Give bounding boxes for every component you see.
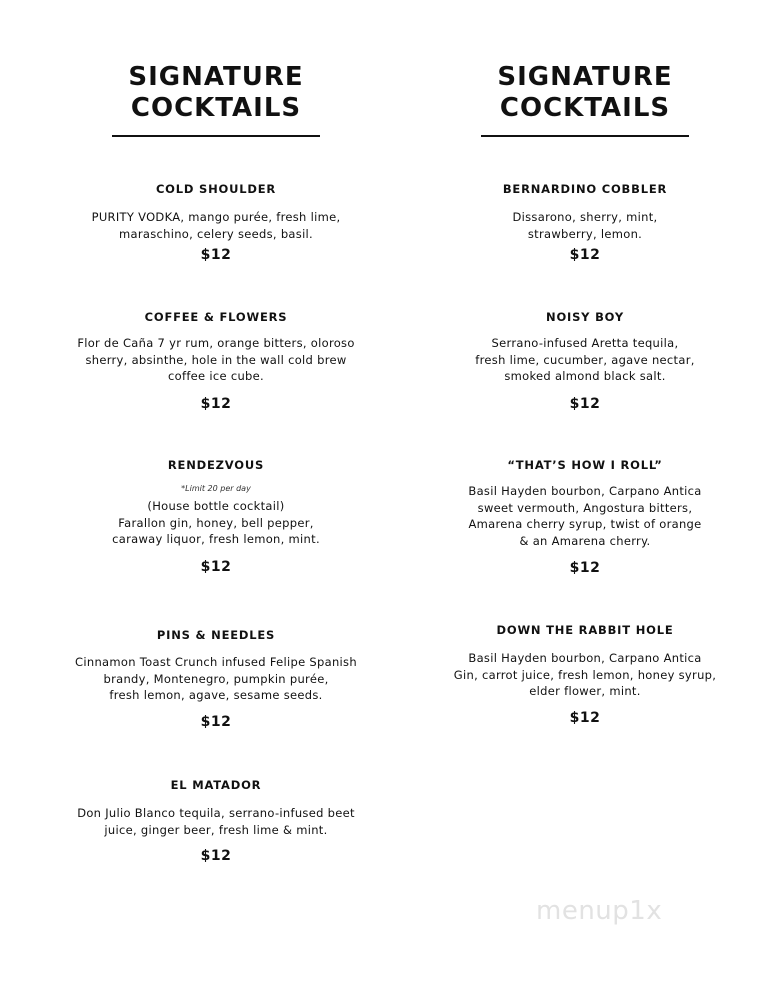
- heading-divider: [112, 135, 320, 137]
- section-heading: [435, 62, 735, 124]
- item-price: $12: [569, 560, 601, 576]
- menu-item-pins-needles: [66, 627, 366, 731]
- item-price: $12: [200, 395, 232, 412]
- menu-item-down-the-rabbit-hole: [435, 622, 735, 727]
- watermark-logo: menup1x: [536, 896, 663, 926]
- item-description: Basil Hayden bourbon, Carpano Antica Gin, carrot juice, fresh lemon, honey syrup, elder flower, mint.: [453, 651, 717, 698]
- item-name: PINS & NEEDLES: [156, 628, 276, 642]
- item-description: PURITY VODKA, mango purée, fresh lime, maraschino, celery seeds, basil.: [91, 210, 341, 241]
- item-name: “THAT’S HOW I ROLL”: [507, 458, 663, 472]
- menu-item-noisy-boy: [435, 309, 735, 413]
- item-description: Flor de Caña 7 yr rum, orange bitters, oloroso sherry, absinthe, hole in the wall cold brew coffee ice cube.: [77, 336, 355, 383]
- menu-item-bernardino-cobbler: [435, 181, 735, 264]
- item-description: Don Julio Blanco tequila, serrano-infused beet juice, ginger beer, fresh lime & mint.: [77, 806, 355, 837]
- item-price: $12: [569, 709, 601, 726]
- menu-item-el-matador: [66, 777, 366, 865]
- menu-item-cold-shoulder: [66, 181, 366, 264]
- item-price: $12: [569, 395, 601, 412]
- menu-item-coffee-flowers: [66, 309, 366, 413]
- section-heading: [66, 62, 366, 124]
- item-description: Basil Hayden bourbon, Carpano Antica sweet vermouth, Angostura bitters, Amarena cherry syrup, twist of orange & an Amarena cherry.: [468, 484, 702, 548]
- item-description: (House bottle cocktail) Farallon gin, honey, bell pepper, caraway liquor, fresh lemon, mint.: [112, 499, 320, 546]
- item-description: Serrano-infused Aretta tequila, fresh lime, cucumber, agave nectar, smoked almond black salt.: [475, 336, 695, 383]
- item-name: BERNARDINO COBBLER: [502, 182, 668, 196]
- item-name: DOWN THE RABBIT HOLE: [496, 623, 674, 637]
- item-price: $12: [200, 713, 232, 730]
- item-name: RENDEZVOUS: [167, 458, 265, 472]
- menu-item-rendezvous: [66, 457, 366, 576]
- item-name: COLD SHOULDER: [155, 182, 277, 196]
- heading-line-2: COCKTAILS: [130, 93, 302, 123]
- item-name: NOISY BOY: [546, 310, 624, 324]
- item-price: $12: [200, 848, 232, 864]
- heading-divider: [481, 135, 689, 137]
- watermark: [530, 892, 690, 932]
- item-note: *Limit 20 per day: [181, 484, 251, 493]
- item-price: $12: [200, 247, 232, 263]
- menu-item-thats-how-i-roll: [435, 457, 735, 577]
- item-name: COFFEE & FLOWERS: [144, 310, 288, 324]
- heading-line-1: SIGNATURE: [497, 62, 673, 92]
- item-description: Cinnamon Toast Crunch infused Felipe Spanish brandy, Montenegro, pumpkin purée, fresh lemon, agave, sesame seeds.: [75, 655, 357, 702]
- item-name: EL MATADOR: [170, 778, 262, 792]
- heading-line-1: SIGNATURE: [128, 62, 304, 92]
- heading-line-2: COCKTAILS: [499, 93, 671, 123]
- item-description: Dissarono, sherry, mint, strawberry, lemon.: [512, 210, 658, 241]
- item-price: $12: [569, 247, 601, 263]
- item-price: $12: [200, 558, 232, 575]
- watermark-faint-text: [530, 880, 690, 890]
